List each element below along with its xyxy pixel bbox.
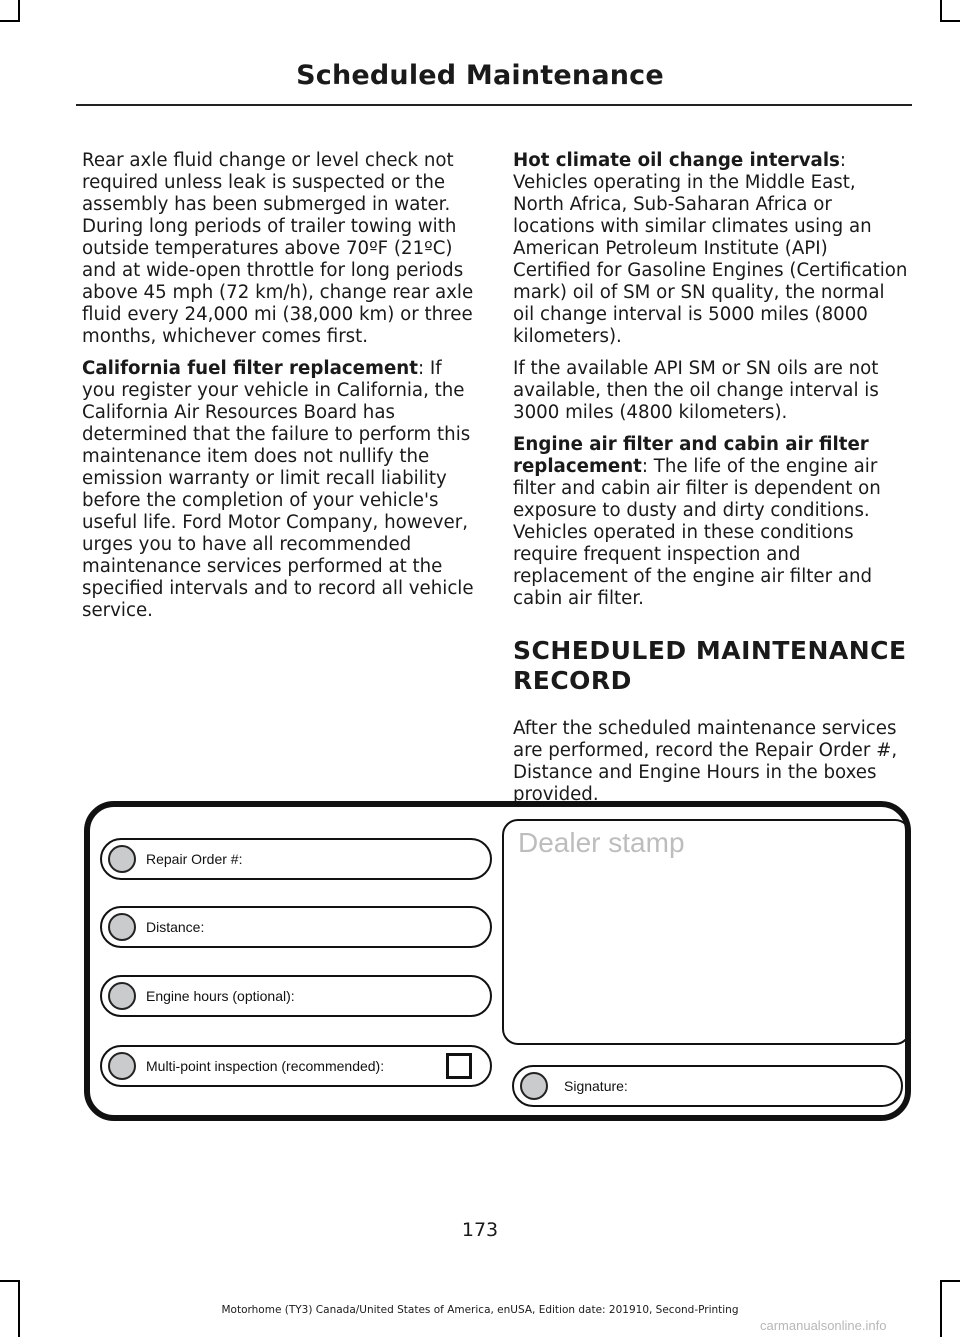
signature-field[interactable] <box>512 1065 903 1107</box>
california-filter-paragraph <box>82 358 477 622</box>
inspection-label: Multi-point inspection (recommended): <box>146 1058 385 1074</box>
engine-hours-field[interactable] <box>100 975 492 1017</box>
rear-axle-paragraph: Rear axle fluid change or level check not required unless leak is suspected or the assembly has been submerged in water. During long periods of trailer towing with outside temperatures above 70ºF (21ºC) and at wide-open throttle for long periods above 45 mph (72 km/h), change rear axle fluid every 24,000 mi (38,000 km) or three months, whichever comes first. <box>82 150 474 347</box>
right-column <box>513 150 911 816</box>
california-filter-term: California fuel filter replacement <box>82 358 418 379</box>
page-title: Scheduled Maintenance <box>296 60 664 91</box>
air-filter-text: : The life of the engine air filter and cabin air filter is dependent on exposure to dusty and dirty conditions. Vehicles operated in these conditions require frequent inspection and replacement of the engine air filter and cabin air filter. <box>513 456 881 609</box>
air-filter-term: Engine air filter and cabin air filter replacement <box>513 434 869 477</box>
bullet-dot-icon <box>520 1072 548 1100</box>
california-filter-text: : If you register your vehicle in California, the California Air Resources Board has determined that the failure to perform this maintenance item does not nullify the emission warranty or limit recall liability before the completion of your vehicle's useful life. Ford Motor Company, however, urges you to have all recommended maintenance services performed at the specified intervals and to record all vehicle service. <box>82 358 474 621</box>
crop-mark <box>940 20 960 22</box>
repair-order-field[interactable] <box>100 838 492 880</box>
hot-climate-text: : Vehicles operating in the Middle East, North Africa, Sub-Saharan Africa or locations with similar climates using an American Petroleum Institute (API) Certified for Gasoline Engines (Certification mark) oil of SM or SN quality, the normal oil change interval is 5000 miles (8000 kilometers). <box>513 150 908 347</box>
distance-label: Distance: <box>146 919 205 935</box>
crop-mark <box>18 0 20 22</box>
inspection-field[interactable] <box>100 1045 492 1087</box>
inspection-checkbox[interactable] <box>446 1053 472 1079</box>
section-heading-line2: RECORD <box>513 666 632 695</box>
page-number: 173 <box>461 1219 499 1241</box>
air-filter-paragraph <box>513 434 911 610</box>
crop-mark <box>0 20 20 22</box>
hot-climate-term: Hot climate oil change intervals <box>513 150 840 171</box>
distance-field[interactable] <box>100 906 492 948</box>
record-instructions: After the scheduled maintenance services are performed, record the Repair Order #, Distance and Engine Hours in the boxes provided. <box>513 718 898 805</box>
left-column <box>82 150 477 632</box>
section-heading <box>513 636 911 696</box>
repair-order-label: Repair Order #: <box>146 851 243 867</box>
dealer-stamp-label: Dealer stamp <box>518 827 685 858</box>
engine-hours-label: Engine hours (optional): <box>146 988 295 1004</box>
bullet-dot-icon <box>108 913 136 941</box>
dealer-stamp-box[interactable] <box>502 819 911 1045</box>
maintenance-record-form <box>84 801 911 1121</box>
section-heading-line1: SCHEDULED MAINTENANCE <box>513 636 907 665</box>
bullet-dot-icon <box>108 1052 136 1080</box>
hot-climate-paragraph <box>513 150 911 348</box>
watermark: carmanualsonline.info <box>760 1318 887 1333</box>
crop-mark <box>0 1280 20 1282</box>
bullet-dot-icon <box>108 982 136 1010</box>
crop-mark <box>940 1280 960 1282</box>
crop-mark <box>940 0 942 22</box>
header-rule <box>76 104 912 106</box>
api-oil-paragraph: If the available API SM or SN oils are not available, then the oil change interval is 3000 miles (4800 kilometers). <box>513 358 879 423</box>
bullet-dot-icon <box>108 845 136 873</box>
edition-footer: Motorhome (TY3) Canada/United States of America, enUSA, Edition date: 201910, Second-Printing <box>221 1304 739 1316</box>
signature-label: Signature: <box>564 1078 628 1094</box>
